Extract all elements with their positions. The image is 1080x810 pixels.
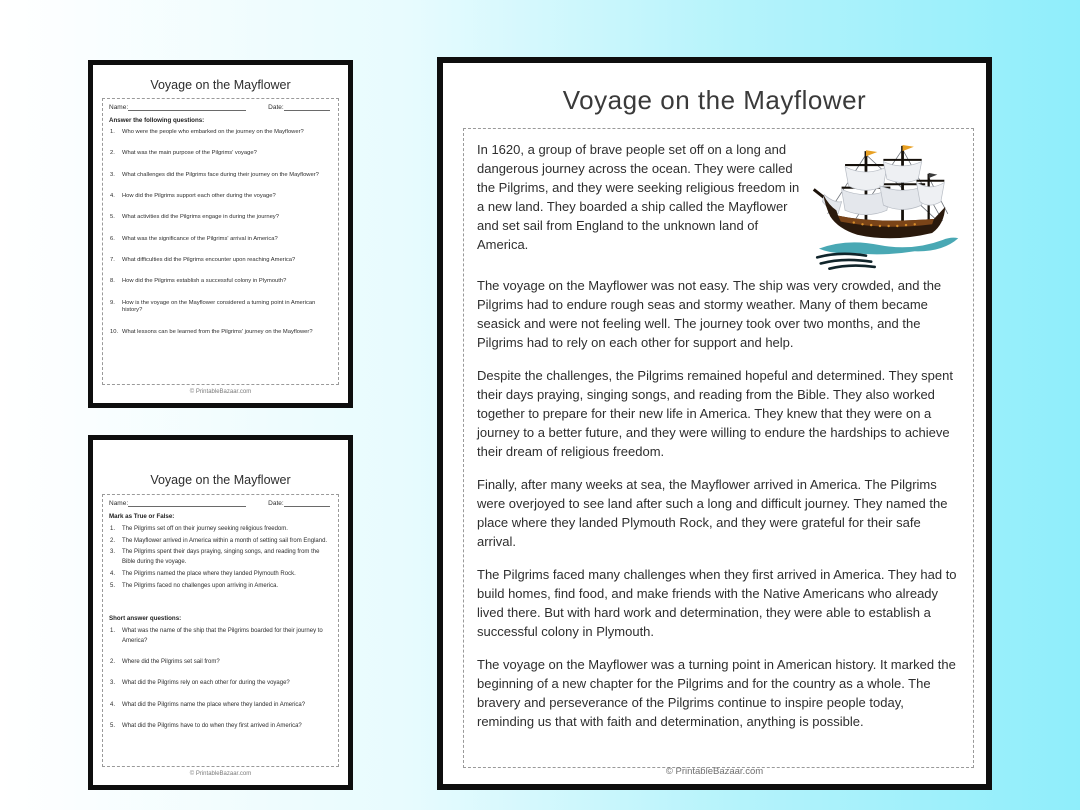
date-label: Date: [268, 500, 284, 507]
true-false-item: The Pilgrims faced no challenges upon arriving in America. [122, 582, 279, 589]
passage-paragraph: The Pilgrims faced many challenges when they first arrived in America. They had to build homes, find food, and make friends with the Native Americans who already lived there. But with hard work and determination, they were able to establish a successful colony in Plymouth. [477, 567, 957, 639]
copyright-footer: © PrintableBazaar.com [189, 389, 252, 395]
true-false-item: The Pilgrims named the place where they landed Plymouth Rock. [122, 570, 296, 577]
page-title: Voyage on the Mayflower [150, 473, 291, 487]
worksheet-content-box [102, 98, 339, 385]
short-answer-item: What did the Pilgrims rely on each other for during the voyage? [122, 680, 290, 687]
question-item: What challenges did the Pilgrims face during their journey on the Mayflower? [122, 171, 319, 178]
short-answer-item: What did the Pilgrims have to do when they first arrived in America? [122, 722, 302, 729]
question-item: How is the voyage on the Mayflower considered a turning point in American history? [122, 299, 316, 314]
section-heading: Answer the following questions: [109, 117, 205, 124]
true-false-worksheet-page [88, 435, 353, 790]
copyright-footer: © PrintableBazaar.com [189, 771, 252, 777]
true-false-item: The Mayflower arrived in America within a month of setting sail from England. [122, 537, 328, 544]
question-item: What was the main purpose of the Pilgrims' voyage? [122, 150, 257, 157]
question-item: How did the Pilgrims establish a successful colony in Plymouth? [122, 278, 287, 285]
passage-content-box [463, 128, 974, 768]
question-item: How did the Pilgrims support each other during the voyage? [122, 192, 276, 199]
question-item: What activities did the Pilgrims engage in during the journey? [122, 214, 279, 221]
true-false-item: The Pilgrims spent their days praying, singing songs, and reading from the Bible during the voyage. [122, 549, 320, 566]
date-label: Date: [268, 104, 284, 111]
passage-paragraph: Despite the challenges, the Pilgrims remained hopeful and determined. They spent their days praying, singing songs, and reading from the Bible. They also worked together to prepare for their new life in America. They knew that they were on a journey to a better future, and they were willing to endure the hardships to achieve their dream of religious freedom. [477, 368, 953, 459]
page-title: Voyage on the Mayflower [150, 78, 291, 92]
passage-paragraph: In 1620, a group of brave people set off on a long and dangerous journey across the ocean. They were called the Pilgrims, and they were seeking religious freedom in a new land. They boarded a ship called the Mayflower and set sail from England to the unknown land of America. [477, 142, 800, 252]
passage-paragraph: Finally, after many weeks at sea, the Mayflower arrived in America. The Pilgrims were overjoyed to see land after such a long and difficult journey. They named the place where they landed Plymouth Rock, and they were grateful for their safe arrival. [477, 477, 948, 549]
page-title: Voyage on the Mayflower [562, 85, 867, 115]
questions-worksheet-page [88, 60, 353, 408]
name-date-row [109, 500, 332, 507]
name-blank-line [128, 105, 246, 111]
question-item: What lessons can be learned from the Pilgrims' journey on the Mayflower? [122, 328, 313, 335]
date-blank-line [284, 501, 330, 507]
passage-paragraph: The voyage on the Mayflower was a turning point in American history. It marked the beginning of a new chapter for the Pilgrims and for the country as a whole. The bravery and perseverance of the Pilgrims continue to inspire people today, reminding us that with faith and determination, anything is possible. [477, 657, 956, 729]
short-answer-item: Where did the Pilgrims set sail from? [122, 659, 220, 666]
short-answer-item: What did the Pilgrims name the place where they landed in America? [122, 701, 306, 708]
true-false-item: The Pilgrims set off on their journey seeking religious freedom. [122, 526, 288, 532]
question-item: What difficulties did the Pilgrims encounter upon reaching America? [122, 256, 296, 263]
true-false-heading: Mark as True or False: [109, 513, 175, 520]
date-blank-line [284, 105, 330, 111]
short-answer-list [109, 627, 332, 731]
name-label: Name: [109, 104, 129, 111]
copyright-footer: © PrintableBazaar.com [665, 766, 764, 777]
question-item: What was the significance of the Pilgrims' arrival in America? [122, 235, 278, 242]
short-answer-heading: Short answer questions: [109, 615, 182, 623]
reading-passage-page [437, 57, 992, 790]
name-label: Name: [109, 500, 129, 507]
question-item: Who were the people who embarked on the journey on the Mayflower? [122, 129, 304, 135]
true-false-list [109, 525, 332, 591]
passage-paragraph: The voyage on the Mayflower was not easy. The ship was very crowded, and the Pilgrims had to endure rough seas and stormy weather. Many of them became seasick and were not feeling well. The journey took over two months, and the Pilgrims had to rely on each other for support and help. [477, 278, 942, 350]
mayflower-ship-illustration [812, 140, 960, 272]
name-blank-line [128, 501, 246, 507]
question-list [109, 129, 332, 336]
worksheet-content-box [102, 494, 339, 767]
short-answer-item: What was the name of the ship that the Pilgrims boarded for their journey to America? [122, 628, 323, 645]
name-date-row [109, 104, 332, 111]
